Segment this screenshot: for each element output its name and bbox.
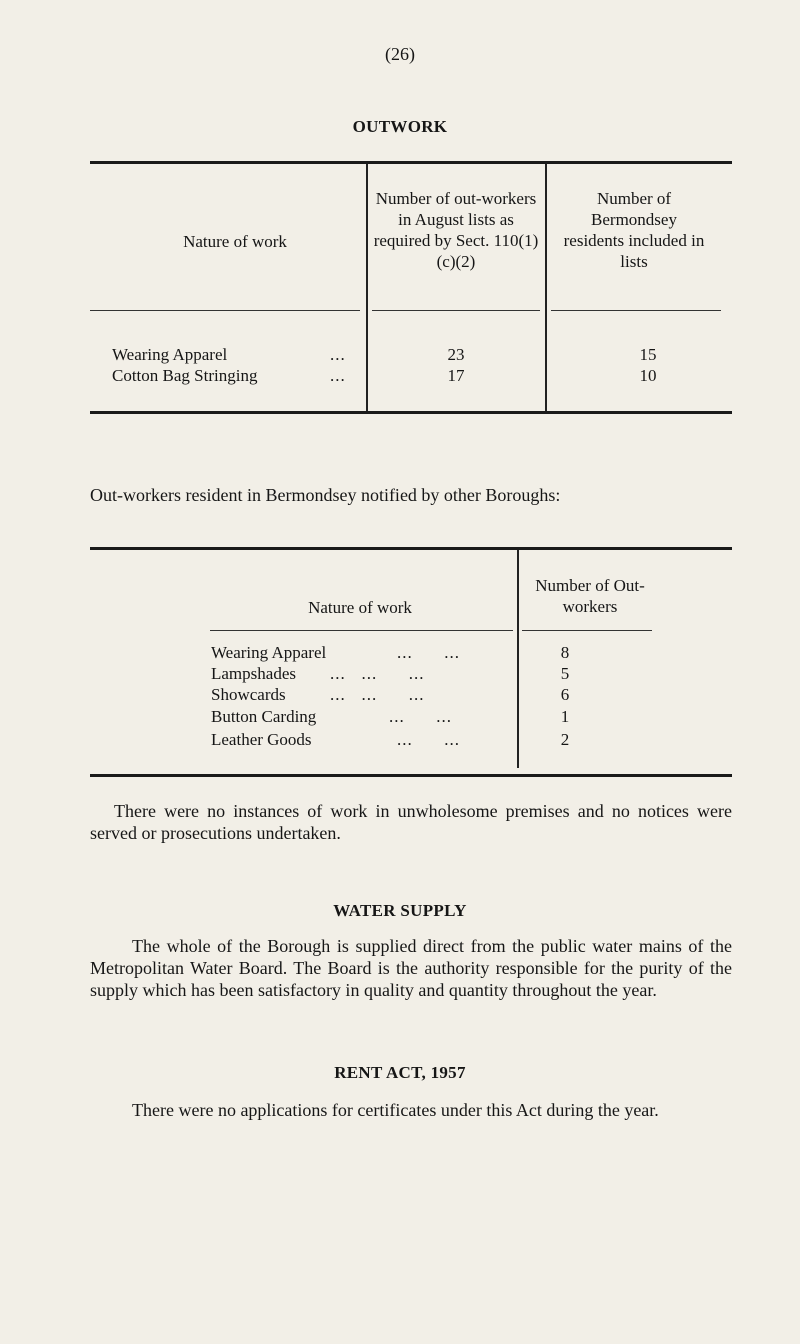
water-supply-text: The whole of the Borough is supplied direct from the public water mains of the Metropolitan Water Board. The Board is the authority responsible for the purity of the supply which has been satisfactory in quality and quantity throughout the year. — [90, 936, 732, 1000]
row-residents: 10 — [639, 366, 657, 385]
water-supply-title: WATER SUPPLY — [333, 901, 467, 920]
outwork-header-rule-2 — [372, 310, 540, 311]
rent-act-title: RENT ACT, 1957 — [334, 1063, 466, 1082]
row-dots: ... ... — [397, 730, 460, 749]
row-nature: Leather Goods — [211, 730, 312, 749]
boroughs-col-divider — [517, 550, 519, 768]
outwork-col-divider-1 — [366, 164, 368, 412]
page-number: (26) — [385, 44, 415, 64]
outwork-header-listed: Number of out-workers in August lists as required by Sect. 110(1)(c)(2) — [373, 189, 539, 271]
outwork-header-residents: Number of Bermondsey residents included in lists — [563, 189, 705, 271]
other-boroughs-intro: Out-workers resident in Bermondsey notified by other Boroughs: — [90, 485, 561, 505]
boroughs-header-nature: Nature of work — [308, 598, 412, 617]
outwork-top-rule — [90, 161, 732, 164]
row-listed: 23 — [447, 345, 465, 364]
row-dots: ... — [330, 345, 346, 364]
boroughs-header-rule-2 — [522, 630, 652, 631]
row-nature: Wearing Apparel — [112, 345, 228, 364]
outwork-header-rule-1 — [90, 310, 360, 311]
boroughs-header-count: Number of Out-workers — [535, 576, 645, 616]
row-nature: Cotton Bag Stringing — [112, 366, 258, 385]
outwork-bottom-rule — [90, 411, 732, 414]
rent-act-text: There were no applications for certificates under this Act during the year. — [132, 1100, 659, 1120]
row-count: 2 — [560, 730, 570, 749]
row-dots: ... ... — [397, 643, 460, 662]
row-count: 6 — [560, 685, 570, 704]
row-dots: ... — [330, 366, 346, 385]
row-dots: ... ... ... — [330, 664, 425, 683]
row-nature: Button Carding — [211, 707, 317, 726]
row-residents: 15 — [639, 345, 657, 364]
boroughs-bottom-rule — [90, 774, 732, 777]
outwork-header-rule-3 — [551, 310, 721, 311]
unwholesome-note: There were no instances of work in unwholesome premises and no notices were served or prosecutions undertaken. — [90, 801, 732, 843]
row-nature: Wearing Apparel — [211, 643, 327, 662]
boroughs-header-rule-1 — [210, 630, 513, 631]
row-dots: ... ... ... — [330, 685, 425, 704]
boroughs-top-rule — [90, 547, 732, 550]
row-nature: Lampshades — [211, 664, 296, 683]
row-listed: 17 — [447, 366, 465, 385]
row-nature: Showcards — [211, 685, 286, 704]
outwork-col-divider-2 — [545, 164, 547, 412]
row-dots: ... ... — [389, 707, 452, 726]
row-count: 8 — [560, 643, 570, 662]
row-count: 1 — [560, 707, 570, 726]
row-count: 5 — [560, 664, 570, 683]
outwork-header-nature: Nature of work — [183, 232, 287, 251]
outwork-title: OUTWORK — [352, 117, 448, 136]
